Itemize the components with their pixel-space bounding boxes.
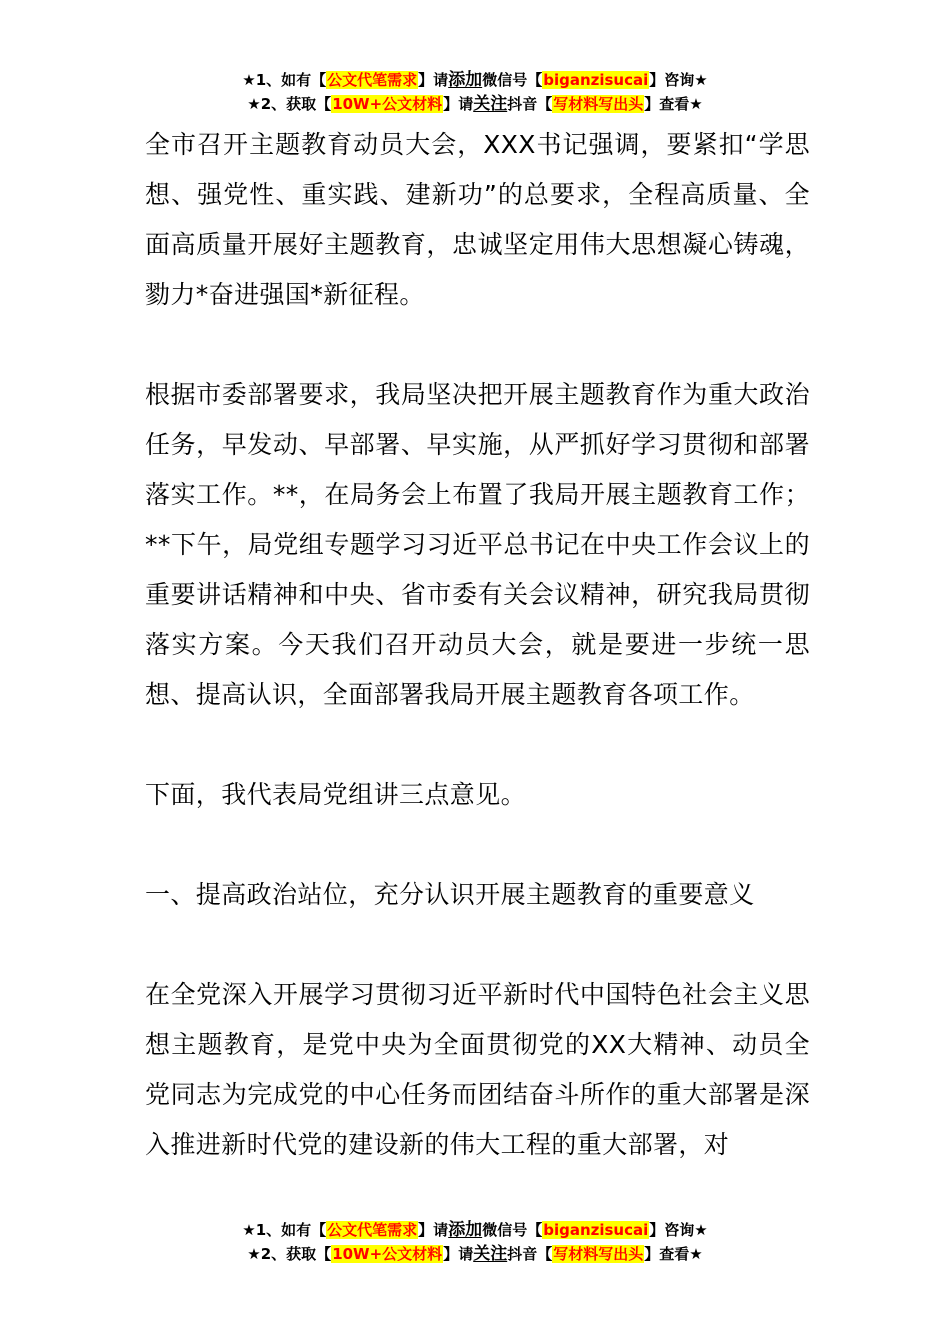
highlight-text: 10W+公文材料: [332, 1245, 443, 1263]
banner-line-2: [0, 1242, 950, 1266]
underlined-text: 添加: [448, 70, 483, 90]
banner-text: 】咨询★: [649, 71, 708, 89]
underlined-text: 关注: [473, 94, 508, 114]
highlight-text: 公文代笔需求: [327, 1221, 418, 1239]
highlight-text: 公文代笔需求: [327, 71, 418, 89]
wechat-id-highlight: biganzisucai: [543, 1221, 649, 1239]
paragraph-transition: 下面，我代表局党组讲三点意见。: [145, 780, 527, 809]
paragraph-significance: 在全党深入开展学习贯彻习近平新时代中国特色社会主义思想主题教育，是党中央为全面贯彻党的XX大精神、动员全党同志为完成党的中心任务而团结奋斗所作的重大部署是深入推进新时代党的建设新的伟大工程的重大部署，对: [145, 980, 810, 1159]
banner-text: 微信号【: [482, 71, 543, 89]
banner-text: ★2、获取【: [247, 1245, 332, 1263]
footer-banner: [0, 1218, 950, 1266]
document-body: [145, 120, 810, 1220]
banner-line-1: [0, 1218, 950, 1242]
paragraph-deployment: 根据市委部署要求，我局坚决把开展主题教育作为重大政治任务，早发动、早部署、早实施，从严抓好学习贯彻和部署落实工作。**，在局务会上布置了我局开展主题教育工作；**下午，局党组专题学习习近平总书记在中央工作会议上的重要讲话精神和中央、省市委有关会议精神，研究我局贯彻落实方案。今天我们召开动员大会，就是要进一步统一思想、提高认识，全面部署我局开展主题教育各项工作。: [145, 380, 810, 709]
banner-text: 】咨询★: [649, 1221, 708, 1239]
underlined-text: 添加: [448, 1220, 483, 1240]
douyin-id-highlight: 写材料写出头: [553, 1245, 644, 1263]
header-banner: [0, 68, 950, 116]
banner-line-1: [0, 68, 950, 92]
banner-text: 抖音【: [507, 95, 553, 113]
banner-text: ★2、获取【: [247, 95, 332, 113]
banner-text: ★1、如有【: [242, 1221, 327, 1239]
douyin-id-highlight: 写材料写出头: [553, 95, 644, 113]
banner-text: ★1、如有【: [242, 71, 327, 89]
banner-text: 】查看★: [644, 95, 703, 113]
wechat-id-highlight: biganzisucai: [543, 71, 649, 89]
highlight-text: 10W+公文材料: [332, 95, 443, 113]
banner-text: 】请: [418, 71, 449, 89]
banner-text: 】请: [443, 95, 474, 113]
section-heading-1: 一、提高政治站位，充分认识开展主题教育的重要意义: [145, 880, 755, 909]
banner-text: 】请: [443, 1245, 474, 1263]
banner-line-2: [0, 92, 950, 116]
banner-text: 】请: [418, 1221, 449, 1239]
banner-text: 微信号【: [482, 1221, 543, 1239]
paragraph-intro: 全市召开主题教育动员大会，XXX书记强调，要紧扣“学思想、强党性、重实践、建新功”的总要求，全程高质量、全面高质量开展好主题教育，忠诚坚定用伟大思想凝心铸魂，勠力*奋进强国*新征程。: [145, 130, 810, 309]
banner-text: 抖音【: [507, 1245, 553, 1263]
underlined-text: 关注: [473, 1244, 508, 1264]
banner-text: 】查看★: [644, 1245, 703, 1263]
